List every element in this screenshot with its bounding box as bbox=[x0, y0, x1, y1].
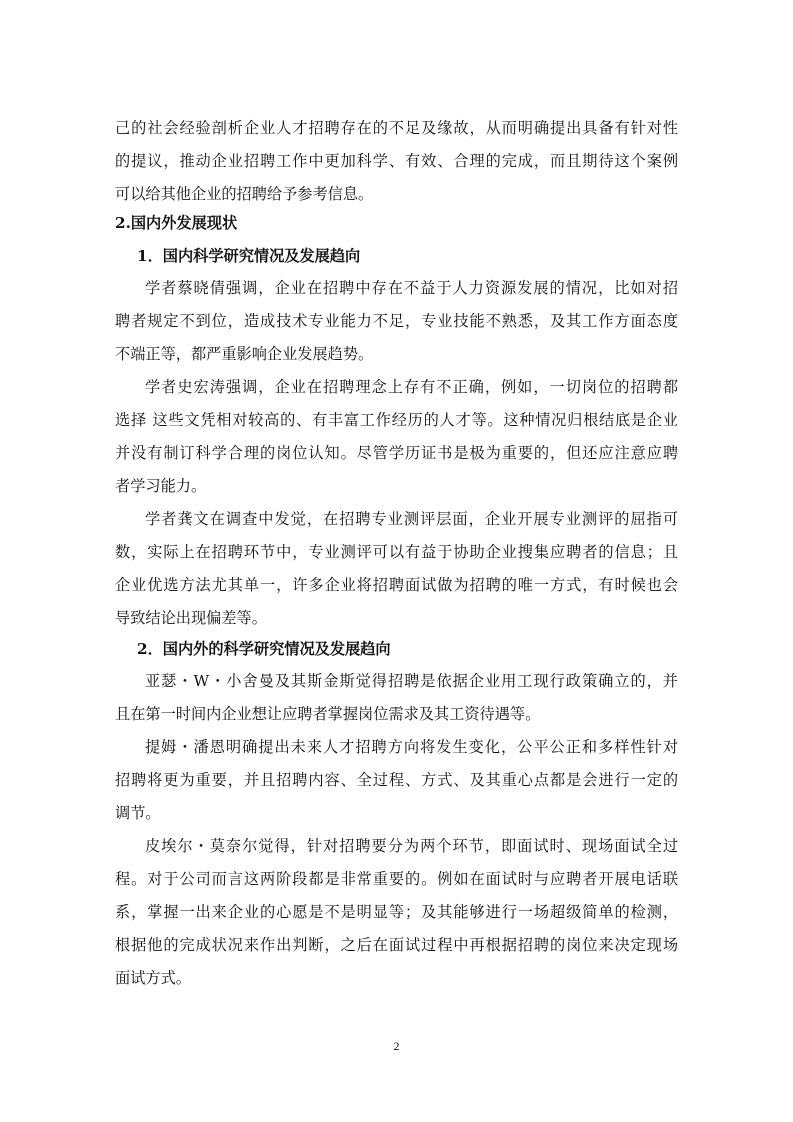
document-page bbox=[115, 0, 678, 1122]
intro-line-3: 可以给其他企业的招聘给予参考信息。 bbox=[115, 185, 374, 203]
paragraph-6-line-2: 程。对于公司而言这两阶段都是非常重要的。例如在面试时与应聘者开展电话联 bbox=[115, 870, 678, 888]
paragraph-3-line-4: 导致结论出现偏差等。 bbox=[115, 609, 267, 627]
subsection-2-heading: 2．国内外的科学研究情况及发展趋向 bbox=[137, 640, 391, 658]
paragraph-6-line-4: 根据他的完成状况来作出判断，之后在面试过程中再根据招聘的岗位来决定现场 bbox=[115, 936, 678, 954]
paragraph-3-line-3: 企业优选方法尤其单一，许多企业将招聘面试做为招聘的唯一方式，有时候也会 bbox=[115, 576, 678, 594]
paragraph-1-line-3: 不端正等，都严重影响企业发展趋势。 bbox=[115, 345, 374, 363]
paragraph-2-line-2: 选择 这些文凭相对较高的、有丰富工作经历的人才等。这种情况归根结底是企业 bbox=[115, 411, 678, 429]
paragraph-3-line-1: 学者龚文在调查中发觉，在招聘专业测评层面，企业开展专业测评的屈指可 bbox=[145, 510, 678, 528]
page-number: 2 bbox=[393, 1039, 400, 1053]
paragraph-5-line-2: 招聘将更为重要，并且招聘内容、全过程、方式、及其重心点都是会进行一定的 bbox=[115, 771, 678, 789]
intro-line-2: 的提议，推动企业招聘工作中更加科学、有效、合理的完成，而且期待这个案例 bbox=[115, 152, 678, 170]
paragraph-6-line-1: 皮埃尔・莫奈尔觉得，针对招聘要分为两个环节，即面试时、现场面试全过 bbox=[145, 837, 678, 855]
paragraph-2-line-1: 学者史宏涛强调，企业在招聘理念上存有不正确，例如，一切岗位的招聘都 bbox=[145, 378, 678, 396]
paragraph-3-line-2: 数，实际上在招聘环节中，专业测评可以有益于协助企业搜集应聘者的信息；且 bbox=[115, 543, 678, 561]
paragraph-6-line-3: 系，掌握一出来企业的心愿是不是明显等；及其能够进行一场超级简单的检测， bbox=[115, 903, 678, 921]
paragraph-5-line-3: 调节。 bbox=[115, 804, 161, 822]
paragraph-2-line-4: 者学习能力。 bbox=[115, 477, 207, 495]
paragraph-4-line-1: 亚瑟・W・小舍曼及其斯金斯觉得招聘是依据企业用工现行政策确立的，并 bbox=[145, 672, 678, 690]
paragraph-4-line-2: 且在第一时间内企业想让应聘者掌握岗位需求及其工资待遇等。 bbox=[115, 705, 541, 723]
section-heading: 2.国内外发展现状 bbox=[115, 214, 238, 232]
paragraph-2-line-3: 并没有制订科学合理的岗位认知。尽管学历证书是极为重要的，但还应注意应聘 bbox=[115, 444, 678, 462]
subsection-1-heading: 1．国内科学研究情况及发展趋向 bbox=[137, 247, 361, 265]
paragraph-6-line-5: 面试方式。 bbox=[115, 969, 191, 987]
paragraph-5-line-1: 提姆・潘恩明确提出未来人才招聘方向将发生变化，公平公正和多样性针对 bbox=[145, 738, 678, 756]
paragraph-1-line-2: 聘者规定不到位，造成技术专业能力不足，专业技能不熟悉，及其工作方面态度 bbox=[115, 312, 678, 330]
intro-line-1: 己的社会经验剖析企业人才招聘存在的不足及缘故，从而明确提出具备有针对性 bbox=[115, 119, 678, 137]
paragraph-1-line-1: 学者蔡晓倩强调，企业在招聘中存在不益于人力资源发展的情况，比如对招 bbox=[145, 279, 678, 297]
